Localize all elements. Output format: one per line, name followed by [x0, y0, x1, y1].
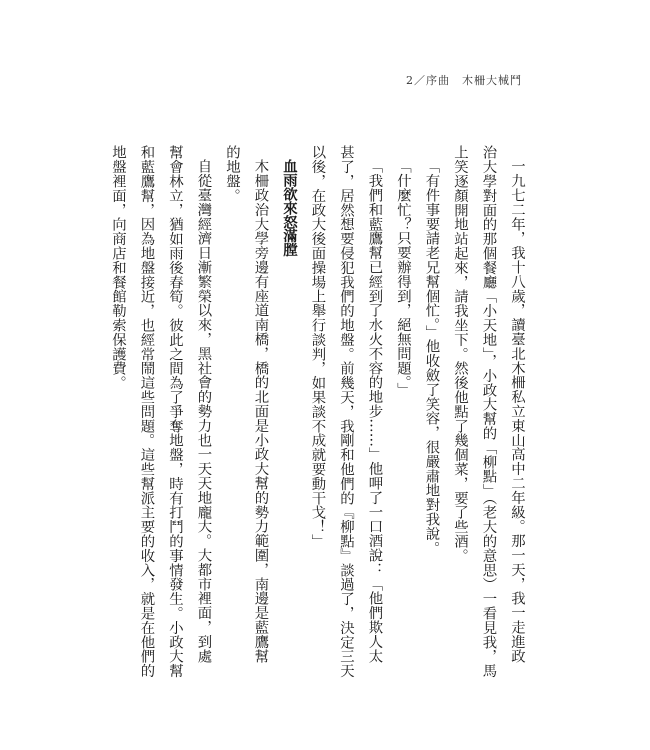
text-column: 和藍鷹幫，因為地盤接近，也經常鬧這些問題。這些幫派主要的收入，就是在他們的	[138, 145, 155, 678]
text-column: 自從臺灣經濟日漸繁榮以來，黑社會的勢力也一天天地龐大。大都市裡面，到處	[195, 159, 212, 664]
text-column: 治大學對面的那個餐廳「小天地」，小政大幫的「柳點」（老大的意思）一看見我，馬	[480, 145, 497, 678]
vertical-text-body	[104, 145, 532, 678]
text-column: 的地盤。	[224, 145, 240, 203]
text-column: 幫會林立，猶如雨後春筍。彼此之間為了爭奪地盤，時有打鬥的事情發生。小政大幫	[167, 145, 183, 678]
text-column: 地盤裡面，向商店和餐館勒索保護費。	[110, 145, 126, 390]
text-column: 上笑逐顏開地站起來，請我坐下。然後他點了幾個菜，要了些酒。	[452, 145, 468, 563]
section-heading: 血雨欲來怒滿膛	[281, 159, 298, 257]
text-column: 「我們和藍鷹幫已經到了水火不容的地步……」他呷了一口酒說：「他們欺人太	[366, 159, 383, 664]
text-column: 以後，在政大後面操場上舉行談判，如果談不成就要動干戈！」	[309, 145, 326, 549]
text-column: 「什麼忙？只要辦得到，絕無問題。」	[395, 159, 411, 397]
text-column: 木柵政治大學旁邊有座道南橋，橋的北面是小政大幫的勢力範圍，南邊是藍鷹幫	[252, 159, 269, 664]
text-column: 甚了，居然想要侵犯我們的地盤。前幾天，我剛和他們的『柳點』談過了，決定三天	[338, 145, 354, 678]
running-head: 2／序曲 木柵大械鬥	[406, 74, 522, 87]
text-column: 「有件事要請老兄幫個忙。」他收斂了笑容，很嚴肅地對我說。	[423, 159, 440, 556]
text-column: 一九七二年，我十八歲，讀臺北木柵私立東山高中二年級。那一天，我一走進政	[509, 159, 525, 664]
